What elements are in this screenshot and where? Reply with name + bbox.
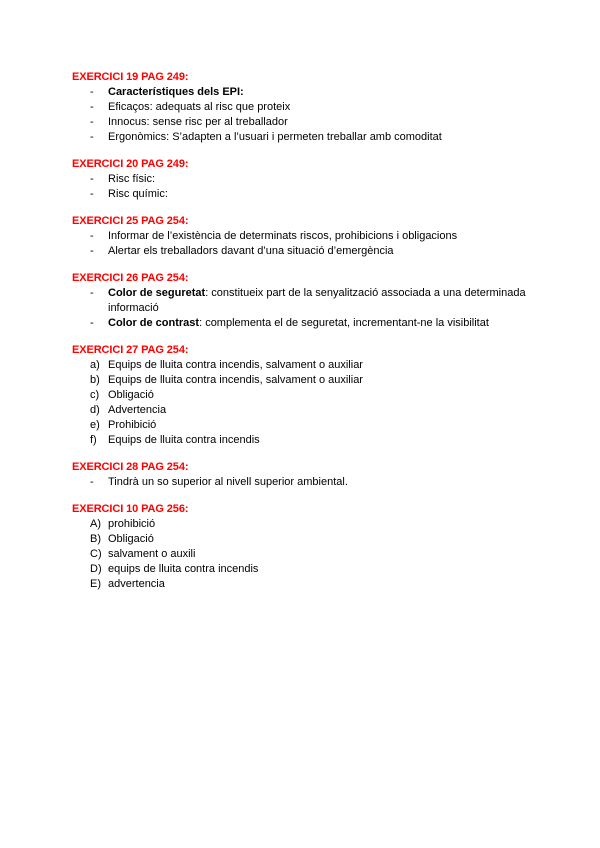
exercise-item-list [72,475,542,490]
list-marker: - [90,101,94,113]
list-item-text [108,388,542,403]
exercise-section [72,271,542,331]
list-item-plain-text: : complementa el de seguretat, incrementant-ne la visibilitat [199,317,489,329]
list-marker: c) [90,389,100,401]
exercise-heading: EXERCICI 20 PAG 249: [72,158,189,170]
list-item-plain-text: Advertencia [108,404,167,416]
list-item [72,130,542,145]
list-item-plain-text: Informar de l’existència de determinats riscos, prohibicions i obligacions [108,230,458,242]
list-item-plain-text: prohibició [108,518,156,530]
exercise-item-list [72,172,542,202]
list-item-text [108,433,542,448]
exercise-heading: EXERCICI 28 PAG 254: [72,461,189,473]
list-marker: - [90,131,94,143]
list-item-text [108,547,542,562]
list-item-plain-text: Obligació [108,533,154,545]
list-item-bold-term: Color de contrast [108,317,200,329]
list-marker: - [90,317,94,329]
list-item-plain-text: Innocus: sense risc per al treballador [108,116,288,128]
list-item [72,547,542,562]
list-marker: f) [90,434,97,446]
exercise-section [72,502,542,592]
list-item-text [108,187,542,202]
list-item-text [108,532,542,547]
document-body [72,70,542,604]
list-item-text [108,562,542,577]
list-item-plain-text: Eficaços: adequats al risc que proteix [108,101,291,113]
list-item [72,403,542,418]
exercise-item-list [72,85,542,145]
list-item-plain-text: equips de lluita contra incendis [108,563,259,575]
list-marker: a) [90,359,100,371]
list-marker: - [90,173,94,185]
exercise-heading: EXERCICI 25 PAG 254: [72,215,189,227]
exercise-section [72,460,542,490]
exercise-heading: EXERCICI 27 PAG 254: [72,344,189,356]
list-marker: e) [90,419,100,431]
list-item [72,187,542,202]
list-item [72,433,542,448]
list-item-text [108,403,542,418]
list-item [72,316,542,331]
list-marker: E) [90,578,101,590]
list-item [72,358,542,373]
list-item [72,577,542,592]
list-marker: D) [90,563,102,575]
list-item-plain-text: Risc químic: [108,188,168,200]
list-item-text [108,358,542,373]
exercise-item-list [72,286,542,331]
list-marker: - [90,245,94,257]
list-item-text [108,475,542,490]
exercise-heading: EXERCICI 19 PAG 249: [72,71,189,83]
list-item-text [108,100,542,115]
list-item-bold-term: Característiques dels EPI: [108,86,244,98]
exercise-section [72,343,542,448]
list-item-plain-text: : constitueix part de la senyalització associada a una determinada informació [108,287,526,314]
exercise-item-list [72,517,542,592]
exercise-item-list [72,229,542,259]
exercise-heading: EXERCICI 26 PAG 254: [72,272,189,284]
list-marker: B) [90,533,101,545]
list-item [72,229,542,244]
list-marker: - [90,476,94,488]
list-item-plain-text: Ergonòmics: S’adapten a l’usuari i permeten treballar amb comoditat [108,131,442,143]
list-item-plain-text: Risc físic: [108,173,156,185]
list-item-plain-text: advertencia [108,578,165,590]
list-item-text [108,130,542,145]
exercise-section [72,70,542,145]
exercise-item-list [72,358,542,448]
list-marker: - [90,287,94,299]
list-item-plain-text: Equips de lluita contra incendis, salvament o auxiliar [108,374,363,386]
list-item-text [108,85,542,100]
list-item-plain-text: salvament o auxili [108,548,196,560]
list-item-text [108,418,542,433]
list-item-text [108,229,542,244]
list-item-text [108,115,542,130]
list-item-plain-text: Equips de lluita contra incendis [108,434,260,446]
list-item-plain-text: Obligació [108,389,154,401]
list-marker: A) [90,518,101,530]
exercise-section [72,157,542,202]
list-item-text [108,577,542,592]
list-marker: - [90,188,94,200]
list-item [72,100,542,115]
list-item-plain-text: Tindrà un so superior al nivell superior ambiental. [108,476,348,488]
list-item [72,286,542,316]
list-item [72,172,542,187]
list-item [72,418,542,433]
list-item-plain-text: Alertar els treballadors davant d’una situació d’emergència [108,245,394,257]
list-item [72,388,542,403]
list-item [72,373,542,388]
list-marker: - [90,86,94,98]
list-item [72,85,542,100]
list-item [72,244,542,259]
list-item-text [108,373,542,388]
list-marker: d) [90,404,100,416]
list-marker: b) [90,374,100,386]
list-item-bold-term: Color de seguretat [108,287,206,299]
list-item-plain-text: Prohibició [108,419,157,431]
list-marker: C) [90,548,102,560]
list-item [72,517,542,532]
list-item [72,475,542,490]
list-marker: - [90,230,94,242]
exercise-section [72,214,542,259]
list-item-text [108,517,542,532]
list-item [72,115,542,130]
list-item-text [108,316,542,331]
list-item-plain-text: Equips de lluita contra incendis, salvament o auxiliar [108,359,363,371]
list-marker: - [90,116,94,128]
list-item-text [108,172,542,187]
list-item [72,532,542,547]
list-item [72,562,542,577]
list-item-text [108,244,542,259]
list-item-text [108,286,542,316]
exercise-heading: EXERCICI 10 PAG 256: [72,503,189,515]
